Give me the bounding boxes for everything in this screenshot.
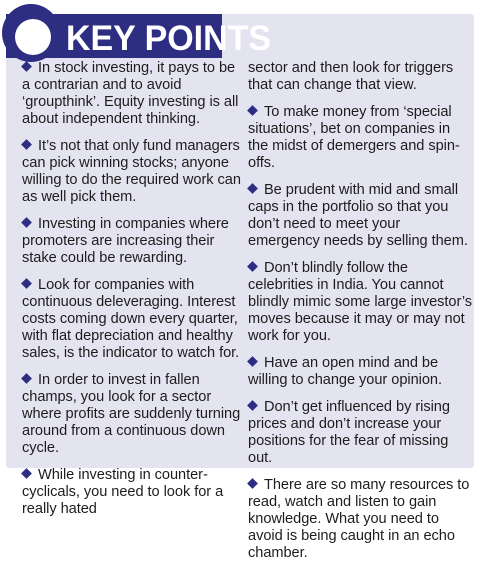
key-point-item: [22, 467, 244, 518]
key-point-text: To make money from ‘special situations’, bet on companies in the midst of demergers and spin-offs.: [248, 104, 460, 171]
diamond-bullet-icon: [21, 373, 32, 384]
diamond-bullet-icon: [21, 217, 32, 228]
key-point-text: It’s not that only fund managers can pick winning stocks; anyone willing to do the required work can as well pick them.: [22, 138, 241, 205]
key-point-item: [22, 216, 244, 267]
left-column: [22, 60, 244, 528]
key-point-text: In order to invest in fallen champs, you look for a sector where profits are suddenly turning around from a continuous down cycle.: [22, 372, 241, 456]
ring-icon: [2, 4, 60, 62]
key-point-item: [248, 260, 472, 345]
key-point-item: [248, 182, 472, 250]
ring-hole: [15, 19, 51, 55]
key-point-text: Have an open mind and be willing to change your opinion.: [248, 355, 442, 388]
key-point-text: Investing in companies where promoters are increasing their stake could be rewarding.: [22, 216, 229, 266]
diamond-bullet-icon: [247, 400, 258, 411]
right-column: [248, 60, 472, 572]
key-point-item: [22, 60, 244, 128]
diamond-bullet-icon: [21, 278, 32, 289]
key-point-item: [248, 355, 472, 389]
diamond-bullet-icon: [247, 105, 258, 116]
key-point-text: Be prudent with mid and small caps in the portfolio so that you don’t need to meet your emergency needs by selling them.: [248, 182, 468, 249]
diamond-bullet-icon: [21, 139, 32, 150]
key-point-text: While investing in counter-cyclicals, you need to look for a really hated: [22, 467, 224, 517]
key-point-item: [22, 138, 244, 206]
panel-title: KEY POINTS: [66, 19, 272, 58]
diamond-bullet-icon: [21, 61, 32, 72]
key-point-text: In stock investing, it pays to be a contrarian and to avoid ‘groupthink’. Equity investing is all about independent thinking.: [22, 60, 239, 127]
diamond-bullet-icon: [247, 356, 258, 367]
key-point-item: [248, 104, 472, 172]
key-point-text: There are so many resources to read, watch and listen to gain knowledge. What you need to avoid is being caught in an echo chamber.: [248, 477, 470, 561]
key-point-text: Look for companies with continuous deleveraging. Interest costs coming down every quarter, with flat depreciation and healthy sales, is the indicator to watch for.: [22, 277, 240, 361]
diamond-bullet-icon: [247, 478, 258, 489]
diamond-bullet-icon: [247, 183, 258, 194]
key-point-item: [248, 477, 472, 562]
key-point-text: Don’t get influenced by rising prices and don’t increase your positions for the fear of missing out.: [248, 399, 450, 466]
diamond-bullet-icon: [247, 261, 258, 272]
key-point-item: [22, 277, 244, 362]
key-point-text: Don’t blindly follow the celebrities in India. You cannot blindly mimic some large investor’s moves because it may or may not work for you.: [248, 260, 472, 344]
key-point-item: [22, 372, 244, 457]
key-point-continuation: sector and then look for triggers that can change that view.: [248, 60, 454, 93]
key-point-item: [248, 399, 472, 467]
